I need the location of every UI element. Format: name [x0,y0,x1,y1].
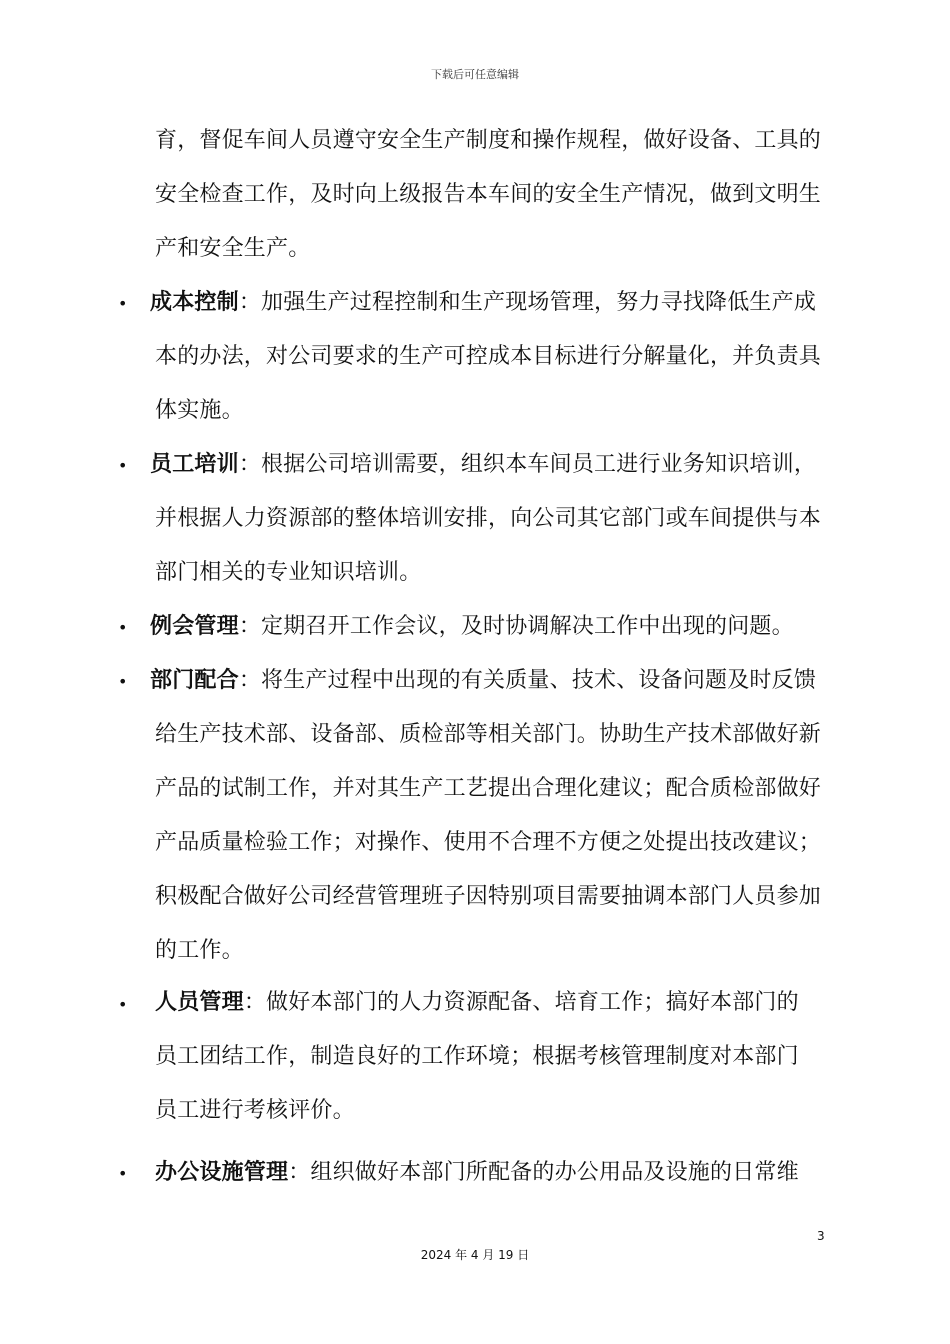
section-text: 定期召开工作会议，及时协调解决工作中出现的问题。 [261,614,794,639]
text-line: 员工进行考核评价。 [155,1098,355,1123]
section-office-facilities [155,1158,855,1188]
section-title: 例会管理 [150,614,239,639]
separator: ： [238,614,262,639]
text-line: 并根据人力资源部的整体培训安排，向公司其它部门或车间提供与本 [155,506,822,531]
bullet-marker: • [118,618,128,637]
bullet-marker: • [118,456,128,475]
text-line: 积极配合做好公司经营管理班子因特别项目需要抽调本部门人员参加 [155,884,822,909]
text-line: 的工作。 [155,938,244,963]
section-text: 做好本部门的人力资源配备、培育工作；搞好本部门的 [266,990,799,1015]
bullet-marker: • [118,672,128,691]
section-title: 人员管理 [155,990,244,1015]
section-title: 办公设施管理 [155,1160,289,1185]
bullet-marker: • [118,1164,128,1183]
section-text: 组织做好本部门所配备的办公用品及设施的日常维 [310,1160,799,1185]
intro-paragraph [155,126,855,264]
text-line: 部门相关的专业知识培训。 [155,560,422,585]
section-title: 员工培训 [150,452,239,477]
text-line: 产品质量检验工作；对操作、使用不合理不方便之处提出技改建议； [155,830,822,855]
section-text: 将生产过程中出现的有关质量、技术、设备问题及时反馈 [261,668,817,693]
text-line: 体实施。 [155,398,244,423]
section-personnel-management [155,988,855,1126]
text-line: 员工团结工作，制造良好的工作环境；根据考核管理制度对本部门 [155,1044,799,1069]
section-title: 成本控制 [150,290,239,315]
text-line: 本的办法，对公司要求的生产可控成本目标进行分解量化，并负责具 [155,344,822,369]
bullet-marker: • [118,995,128,1014]
text-line: 给生产技术部、设备部、质检部等相关部门。协助生产技术部做好新 [155,722,822,747]
separator: ： [238,452,262,477]
separator: ： [243,990,267,1015]
text-line: 安全检查工作，及时向上级报告本车间的安全生产情况，做到文明生 [155,182,822,207]
separator: ： [238,668,262,693]
page-header: 下载后可任意编辑 [431,68,519,81]
section-text: 根据公司培训需要，组织本车间员工进行业务知识培训， [261,452,817,477]
text-line: 育，督促车间人员遵守安全生产制度和操作规程，做好设备、工具的 [155,128,822,153]
footer-date: 2024 年 4 月 19 日 [420,1248,530,1262]
separator: ： [288,1160,311,1185]
section-staff-training [150,450,850,588]
page-number: 3 [817,1229,825,1243]
bullet-marker: • [118,294,128,313]
section-title: 部门配合 [150,668,239,693]
section-meeting-management [150,612,850,642]
section-department-cooperation [150,666,850,966]
section-text: 加强生产过程控制和生产现场管理，努力寻找降低生产成 [261,290,817,315]
text-line: 产和安全生产。 [155,236,311,261]
separator: ： [238,290,262,315]
section-cost-control [150,288,850,426]
text-line: 产品的试制工作，并对其生产工艺提出合理化建议；配合质检部做好 [155,776,822,801]
